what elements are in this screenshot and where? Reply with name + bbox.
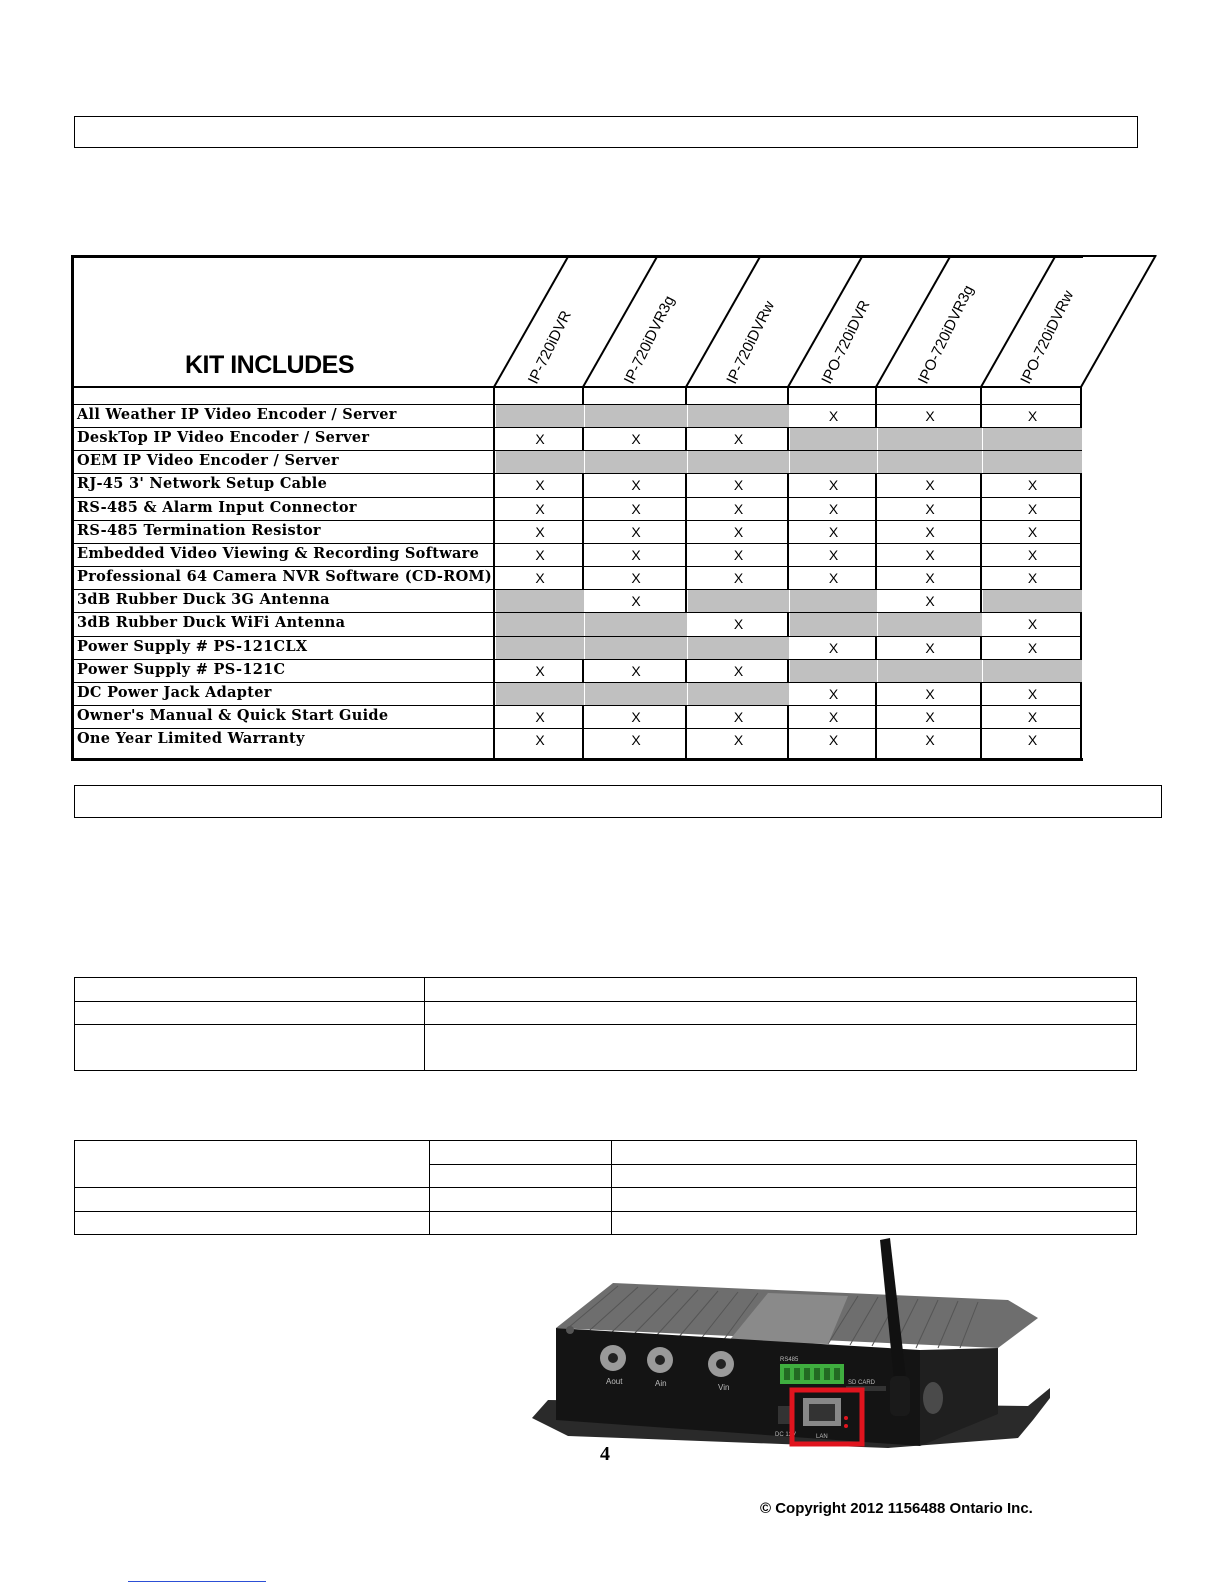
kit-cell-not-included: [983, 660, 1082, 683]
kit-cell-included: X: [925, 708, 935, 725]
row-divider: [74, 682, 1082, 683]
kit-cell-not-included: [585, 637, 687, 660]
kit-row-label: DeskTop IP Video Encoder / Server: [77, 429, 370, 447]
kit-cell-included: X: [1027, 685, 1038, 702]
kit-cell-included: X: [1027, 616, 1038, 633]
kit-cell-included: X: [925, 546, 935, 563]
spec-table-1: [74, 977, 1137, 1071]
kit-row: [74, 428, 1082, 451]
spec-cell: [75, 1188, 430, 1212]
kit-cell-included: X: [925, 408, 935, 424]
spec-cell: [612, 1212, 1137, 1235]
kit-cell-not-included: [790, 451, 877, 474]
kit-cell-included: X: [631, 708, 641, 725]
kit-row-label: 3dB Rubber Duck WiFi Antenna: [77, 614, 346, 632]
kit-row-label: RJ-45 3' Network Setup Cable: [77, 475, 328, 493]
kit-row: [74, 498, 1082, 521]
kit-cell-not-included: [983, 428, 1082, 451]
kit-cell-not-included: [790, 428, 877, 451]
copyright-notice: © Copyright 2012 1156488 Ontario Inc.: [760, 1500, 1033, 1517]
kit-cell-included: X: [535, 477, 545, 494]
model-header-ip-720idvrw: IP-720iDVRw: [723, 298, 779, 387]
kit-cell-not-included: [496, 590, 584, 613]
kit-cell-included: X: [1027, 477, 1038, 494]
spec-cell: [430, 1212, 612, 1235]
kit-cell-not-included: [688, 683, 789, 706]
kit-cell-included: X: [1027, 708, 1038, 725]
kit-cell-included: X: [631, 593, 641, 610]
kit-cell-included: X: [733, 732, 744, 749]
kit-cell-not-included: [983, 590, 1082, 613]
kit-cell-not-included: [496, 405, 584, 428]
ain-label: Ain: [655, 1379, 667, 1388]
kit-cell-included: X: [733, 546, 744, 563]
spec-cell: [430, 1141, 612, 1165]
kit-row: [74, 521, 1082, 544]
kit-row-label: 3dB Rubber Duck 3G Antenna: [77, 591, 330, 609]
model-header-ipo-720idvr3g: IPO-720iDVR3g: [914, 282, 978, 387]
kit-row-label: Power Supply # PS-121CLX: [77, 637, 308, 655]
kit-row-label: OEM IP Video Encoder / Server: [77, 452, 339, 470]
kit-cell-included: X: [828, 732, 839, 749]
kit-row: [74, 729, 1082, 752]
kit-cell-not-included: [688, 451, 789, 474]
row-divider: [74, 589, 1082, 590]
row-divider: [74, 520, 1082, 521]
kit-cell-included: X: [828, 477, 839, 494]
kit-row-label: DC Power Jack Adapter: [77, 683, 272, 701]
kit-row: [74, 637, 1082, 660]
spec-cell: [612, 1165, 1137, 1188]
row-divider: [74, 404, 1082, 405]
kit-cell-not-included: [790, 660, 877, 683]
kit-cell-included: X: [828, 546, 839, 563]
rs485-label: RS485: [780, 1357, 799, 1363]
kit-cell-included: X: [733, 431, 744, 448]
kit-cell-included: X: [733, 570, 744, 587]
kit-row: [74, 590, 1082, 613]
kit-cell-included: X: [828, 500, 839, 517]
section-header-box-1: [74, 116, 1138, 148]
model-header-ipo-720idvr: IPO-720iDVR: [818, 297, 874, 387]
kit-cell-included: X: [631, 732, 641, 749]
lan-label: LAN: [816, 1434, 828, 1440]
kit-row-label: Professional 64 Camera NVR Software (CD-ROM): [77, 568, 493, 586]
spec-cell: [612, 1141, 1137, 1165]
kit-row-label: All Weather IP Video Encoder / Server: [77, 406, 397, 423]
kit-row: [74, 660, 1082, 683]
kit-cell-not-included: [688, 637, 789, 660]
kit-cell-included: X: [925, 477, 935, 494]
spec-cell: [425, 1002, 1137, 1025]
kit-cell-not-included: [585, 613, 687, 636]
kit-cell-not-included: [496, 683, 584, 706]
kit-row: [74, 451, 1082, 474]
model-header-ip-720idvr3g: IP-720iDVR3g: [620, 293, 679, 387]
kit-row: [74, 613, 1082, 636]
kit-cell-included: X: [733, 662, 744, 679]
kit-cell-not-included: [983, 451, 1082, 474]
kit-cell-included: X: [535, 431, 545, 448]
model-divider-diagonal: [1081, 255, 1156, 387]
kit-row: [74, 474, 1082, 497]
kit-cell-not-included: [878, 660, 982, 683]
kit-cell-included: X: [631, 546, 641, 563]
kit-cell-included: X: [925, 685, 935, 702]
row-divider: [74, 427, 1082, 428]
kit-cell-not-included: [496, 613, 584, 636]
kit-cell-not-included: [878, 451, 982, 474]
kit-cell-included: X: [733, 708, 744, 725]
kit-cell-included: X: [733, 477, 744, 494]
spec-cell: [75, 1002, 425, 1025]
kit-cell-included: X: [1027, 639, 1038, 656]
spec-cell: [430, 1165, 612, 1188]
kit-cell-included: X: [925, 523, 935, 540]
row-divider: [74, 450, 1082, 451]
kit-row-label: RS-485 Termination Resistor: [77, 521, 321, 539]
kit-cell-included: X: [828, 523, 839, 540]
kit-cell-included: X: [828, 408, 839, 424]
kit-cell-not-included: [496, 637, 584, 660]
kit-cell-not-included: [585, 683, 687, 706]
kit-cell-included: X: [535, 546, 545, 563]
kit-cell-included: X: [1027, 500, 1038, 517]
kit-cell-not-included: [688, 405, 789, 428]
spec-cell: [430, 1188, 612, 1212]
kit-cell-included: X: [535, 570, 545, 587]
kit-cell-included: X: [733, 500, 744, 517]
kit-cell-not-included: [790, 590, 877, 613]
model-header-ipo-720idvrw: IPO-720iDVRw: [1017, 287, 1078, 387]
kit-row-label: Power Supply # PS-121C: [77, 660, 286, 678]
row-divider: [74, 566, 1082, 567]
kit-cell-included: X: [828, 570, 839, 587]
kit-row: [74, 683, 1082, 706]
kit-cell-included: X: [535, 662, 545, 679]
kit-cell-included: X: [925, 500, 935, 517]
row-divider: [74, 543, 1082, 544]
kit-cell-included: X: [925, 570, 935, 587]
kit-includes-table: [71, 255, 1183, 761]
kit-cell-included: X: [535, 500, 545, 517]
kit-cell-included: X: [631, 662, 641, 679]
row-divider: [74, 497, 1082, 498]
row-divider: [74, 659, 1082, 660]
kit-cell-not-included: [585, 451, 687, 474]
kit-cell-included: X: [733, 616, 744, 633]
sd-card-label: SD CARD: [848, 1380, 876, 1386]
footer-link[interactable]: [128, 1581, 266, 1582]
kit-row-label: RS-485 & Alarm Input Connector: [77, 498, 357, 516]
spec-cell: [612, 1188, 1137, 1212]
kit-cell-included: X: [631, 570, 641, 587]
kit-cell-included: X: [631, 500, 641, 517]
dc-label: DC 12V: [775, 1432, 797, 1438]
row-divider: [74, 612, 1082, 613]
kit-row-label: One Year Limited Warranty: [77, 730, 305, 748]
page-number: 4: [600, 1443, 610, 1465]
spec-cell: [425, 1025, 1137, 1071]
vin-label: Vin: [718, 1383, 730, 1392]
model-header-ip-720idvr: IP-720iDVR: [524, 308, 575, 387]
kit-row: [74, 544, 1082, 567]
row-divider: [74, 705, 1082, 706]
row-divider: [74, 728, 1082, 729]
kit-row: [74, 405, 1082, 428]
spec-cell: [425, 978, 1137, 1002]
kit-cell-not-included: [878, 613, 982, 636]
kit-cell-included: X: [828, 685, 839, 702]
kit-cell-not-included: [585, 405, 687, 428]
kit-cell-included: X: [1027, 408, 1038, 424]
kit-row: [74, 567, 1082, 590]
kit-cell-included: X: [925, 639, 935, 656]
kit-cell-included: X: [1027, 732, 1038, 749]
kit-cell-included: X: [1027, 546, 1038, 563]
spec-cell: [75, 1141, 430, 1188]
spec-cell: [75, 1025, 425, 1071]
row-divider: [74, 473, 1082, 474]
kit-cell-included: X: [1027, 570, 1038, 587]
kit-cell-not-included: [688, 590, 789, 613]
kit-table-title: KIT INCLUDES: [185, 351, 354, 379]
kit-cell-included: X: [535, 708, 545, 725]
spec-cell: [75, 1212, 430, 1235]
kit-cell-included: X: [631, 431, 641, 448]
kit-cell-not-included: [496, 451, 584, 474]
kit-cell-included: X: [925, 732, 935, 749]
kit-cell-included: X: [828, 708, 839, 725]
kit-cell-not-included: [790, 613, 877, 636]
kit-cell-not-included: [878, 428, 982, 451]
kit-row-label: Owner's Manual & Quick Start Guide: [77, 706, 389, 724]
kit-cell-included: X: [925, 593, 935, 610]
row-divider: [74, 636, 1082, 637]
kit-row: [74, 706, 1082, 729]
device-photo: [528, 1238, 1053, 1448]
kit-cell-included: X: [733, 523, 744, 540]
kit-cell-included: X: [631, 477, 641, 494]
kit-cell-included: X: [535, 523, 545, 540]
spec-cell: [75, 978, 425, 1002]
spec-table-2: [74, 1140, 1137, 1235]
kit-cell-included: X: [1027, 523, 1038, 540]
kit-cell-included: X: [631, 523, 641, 540]
kit-cell-included: X: [828, 639, 839, 656]
kit-row-label: Embedded Video Viewing & Recording Software: [77, 544, 480, 562]
aout-label: Aout: [606, 1377, 623, 1386]
section-header-box-2: [74, 785, 1162, 818]
kit-cell-included: X: [535, 732, 545, 749]
